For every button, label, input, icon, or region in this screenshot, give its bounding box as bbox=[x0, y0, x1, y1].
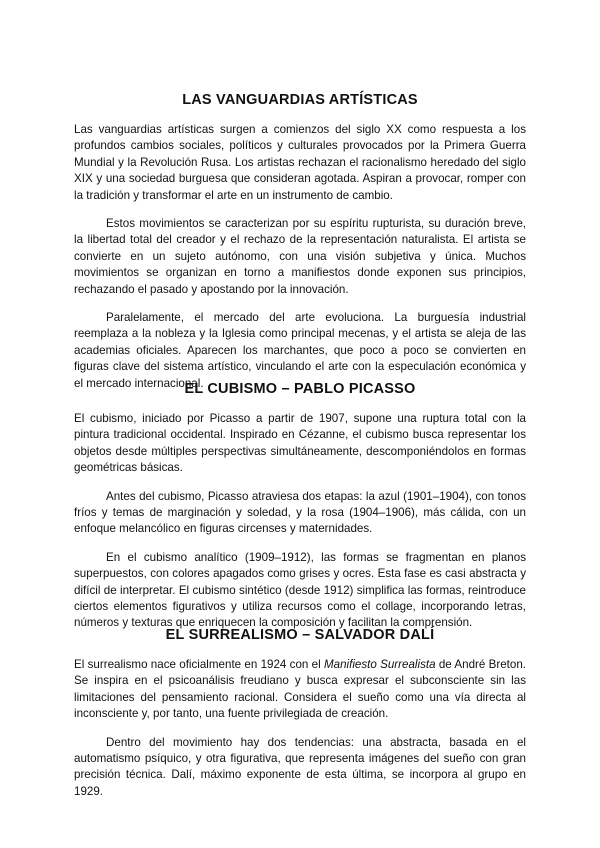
paragraph: Antes del cubismo, Picasso atraviesa dos etapas: la azul (1901–1904), con tonos fríos y temas de marginación y soledad, y la rosa (1904–1906), más cálida, con un enfoque melancólico en figuras circenses y maternidades. bbox=[74, 489, 526, 536]
paragraph-text: de André Breton. Se inspira en el psicoanálisis freudiano y busca expresar el subconsciente sin las limitaciones del pensamiento racional. Considera el sueño como una vía directa al inconsciente y, por tanto, una fuente privilegiada de creación. bbox=[74, 658, 526, 721]
paragraph: El cubismo, iniciado por Picasso a partir de 1907, supone una ruptura total con la pintura tradicional occidental. Inspirado en Cézanne, el cubismo busca representar los objetos desde múltiples perspectivas simultáneamente, descomponiéndolos en formas geométricas básicas. bbox=[74, 412, 526, 475]
paragraph-text: El surrealismo nace oficialmente en 1924 con el bbox=[74, 658, 324, 671]
paragraph: Dentro del movimiento hay dos tendencias: una abstracta, basada en el automatismo psíquico, y otra figurativa, que representa imágenes del sueño con gran precisión técnica. Dalí, máximo exponente de esta última, se incorpora al grupo en 1929. bbox=[74, 735, 526, 798]
section-vanguardias bbox=[74, 92, 526, 392]
section-title: EL SURREALISMO – SALVADOR DALÍ bbox=[165, 627, 435, 643]
paragraph: Estos movimientos se caracterizan por su espíritu rupturista, su duración breve, la libertad total del creador y el rechazo de la representación naturalista. El artista se convierte en un sujeto autónomo, con una visión subjetiva y única. Muchos movimientos se organizan en torno a manifiestos donde exponen sus principios, rechazando el pasado y apostando por la innovación. bbox=[74, 217, 526, 296]
section-surrealismo bbox=[74, 627, 526, 800]
paragraph: En el cubismo analítico (1909–1912), las formas se fragmentan en planos superpuestos, con colores apagados como grises y ocres. Esta fase es casi abstracta y difícil de interpretar. El cubismo sintético (desde 1912) simplifica las formas, reintroduce ciertos elementos figurativos y utiliza recursos como el collage, incorporando letras, números y texturas que enriquecen la composición y facilitan la comprensión. bbox=[74, 550, 526, 630]
paragraph: Paralelamente, el mercado del arte evoluciona. La burguesía industrial reemplaza a la nobleza y la Iglesia como principal mecenas, y el artista se aleja de las academias oficiales. Aparecen los marchantes, que poco a poco se convierten en figuras clave del sistema artístico, vinculando el arte con la especulación económica y el mercado internacional. bbox=[74, 311, 526, 390]
paragraph bbox=[74, 657, 526, 723]
section-title: EL CUBISMO – PABLO PICASSO bbox=[184, 381, 416, 397]
section-title: LAS VANGUARDIAS ARTÍSTICAS bbox=[182, 92, 418, 108]
paragraph: Las vanguardias artísticas surgen a comienzos del siglo XX como respuesta a los profundos cambios sociales, políticos y culturales provocados por la Primera Guerra Mundial y la Revolución Rusa. Los artistas rechazan el racionalismo heredado del siglo XIX y una sociedad burguesa que consideran agotada. Aspiran a provocar, romper con la tradición y transformar el arte en un instrumento de cambio. bbox=[74, 123, 526, 202]
section-cubismo bbox=[74, 381, 526, 632]
manifesto-title: Manifiesto Surrealista bbox=[323, 658, 436, 671]
